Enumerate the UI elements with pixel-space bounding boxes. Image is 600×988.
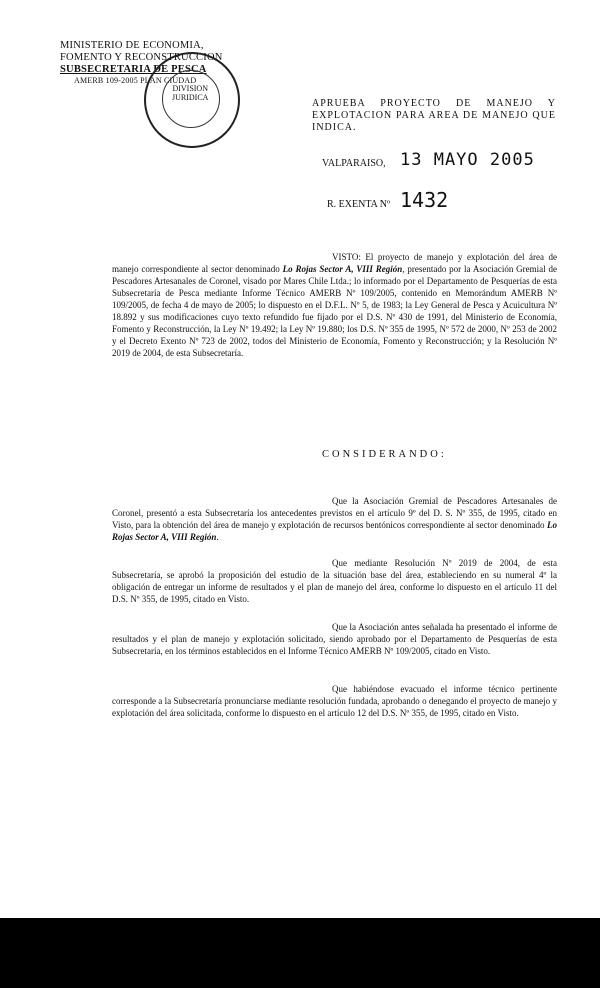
resolution-subject: APRUEBA PROYECTO DE MANEJO Y EXPLOTACION PARA AREA DE MANEJO QUE INDICA. (312, 98, 556, 133)
considerando-1-sector: Lo Rojas Sector A, VIII Región (112, 520, 557, 542)
considerando-1-end: . (216, 532, 219, 542)
considerando-4: Que habiéndose evacuado el informe técnico pertinente corresponde a la Subsecretaría pronunciarse mediante resolución fundada, aprobando o denegando el proyecto de manejo y explotación del área solicitada, conforme lo dispuesto en el artículo 12 del D.S. Nº 355, de 1995, citado en Visto. (112, 684, 557, 718)
division-juridica-stamp (144, 52, 240, 148)
ministry-line-2: FOMENTO Y RECONSTRUCCION (60, 52, 223, 63)
reference-code: AMERB 109-2005 PLAN CIUDAD (74, 76, 197, 85)
considerando-1-text: Que la Asociación Gremial de Pescadores Artesanales de Coronel, presentó a esta Subsecretaría los antecedentes previstos en el artículo 9º del D. S. Nº 355, de 1995, citado en Visto, para la obtención del área de manejo y explotación de recursos bentónicos correspondiente al sector denominado (112, 496, 557, 530)
date-stamp: 13 MAYO 2005 (400, 150, 535, 170)
stamp-text (172, 84, 208, 102)
resolution-label: R. EXENTA Nº (327, 199, 391, 210)
considerando-3: Que la Asociación antes señalada ha presentado el informe de resultados y el plan de manejo y explotación solicitado, siendo aprobado por el Departamento de Pesquerías de esta Subsecretaría, en los términos establecidos en el Informe Técnico AMERB Nº 109/2005, citado en Visto. (112, 622, 557, 656)
visto-paragraph (112, 251, 557, 359)
place-label: VALPARAISO, (322, 158, 386, 169)
visto-sector-name: Lo Rojas Sector A, VIII Región (282, 264, 403, 274)
subsecretaria-line: SUBSECRETARIA DE PESCA (60, 64, 207, 75)
visto-text: VISTO: El proyecto de manejo y explotación del área de manejo correspondiente al sector denominado (112, 252, 557, 274)
stamp-line-2: JURIDICA (172, 93, 209, 102)
ministry-line: MINISTERIO DE ECONOMIA, (60, 40, 204, 51)
resolution-number: 1432 (400, 188, 449, 212)
considerando-heading: CONSIDERANDO: (322, 449, 447, 460)
stamp-line-1: DIVISION (172, 84, 208, 93)
considerando-1 (112, 495, 557, 543)
visto-text-2: , presentado por la Asociación Gremial de Pescadores Artesanales de Coronel, visado por Mares Chile Ltda.; lo informado por el Departamento de Pesquerías de esta Subsecretaría de Pesca mediante Informe Técnico AMERB Nº 109/2005, contenido en Memorándum AMERB Nº 109/2005, de fecha 4 de mayo de 2005; lo dispuesto en el D.F.L. Nº 5, de 1983; la Ley General de Pesca y Acuicultura Nº 18.892 y sus modificaciones cuyo texto refundido fue fijado por el D.S. Nº 430 de 1991, del Ministerio de Economía, Fomento y Reconstrucción, la Ley Nº 19.492; la Ley Nº 19.880; los D.S. Nº 355 de 1995, Nº 572 de 2000, Nº 253 de 2002 y el Decreto Exento Nº 723 de 2002, todos del Ministerio de Economía, Fomento y Reconstrucción; y la Resolución Nº 2019 de 2004, de esta Subsecretaría. (112, 264, 557, 358)
considerando-2: Que mediante Resolución Nº 2019 de 2004, de esta Subsecretaría, se aprobó la proposición del estudio de la situación base del área, estableciendo en su numeral 4º la obligación de entregar un informe de resultados y el plan de manejo del área, conforme lo dispuesto en el artículo 11 del D.S. Nº 355, de 1995, citado en Visto. (112, 558, 557, 604)
